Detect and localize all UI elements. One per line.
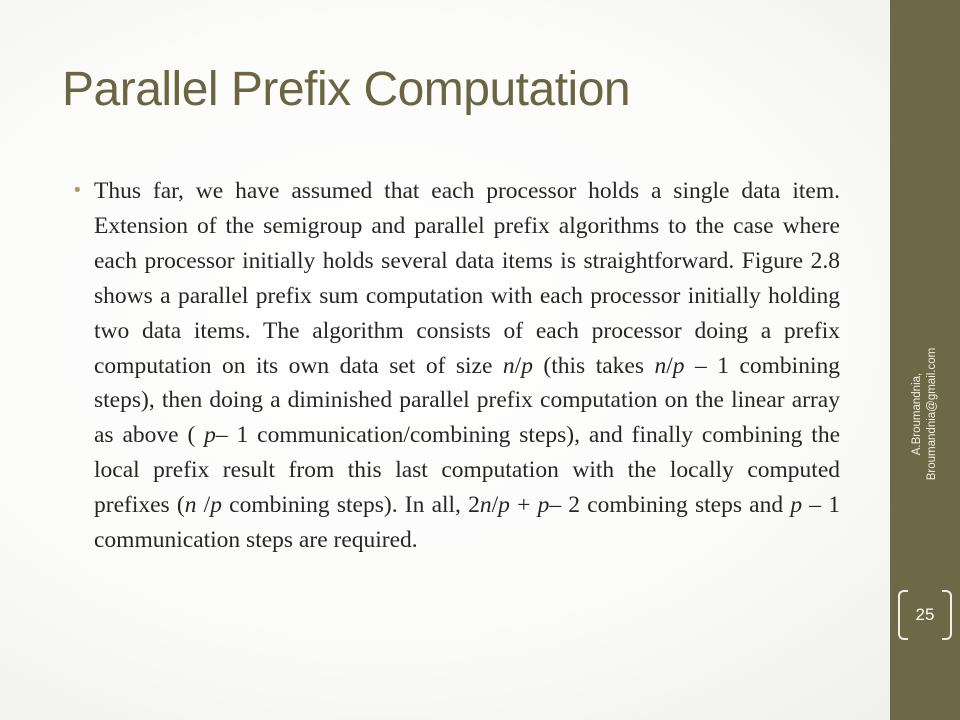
math-variable: p [204, 422, 216, 449]
author-name: A.Broumandnia, [911, 372, 923, 456]
text-run: – 2 combining steps and [549, 492, 791, 519]
slide-title: Parallel Prefix Computation [62, 63, 631, 116]
math-variable: p [672, 352, 685, 379]
bullet-text [94, 174, 840, 558]
bullet-item [74, 174, 840, 558]
text-run: / [491, 492, 499, 519]
page-number-box [898, 590, 952, 638]
text-run: – 1 combining steps), then doing a diminished parallel prefix computation on the linear array as above ( [94, 352, 840, 449]
math-variable: p [521, 352, 533, 379]
text-run: / [666, 352, 673, 379]
text-run: – 1 communication steps are required. [94, 492, 840, 554]
math-variable: p [210, 492, 222, 519]
slide-body [74, 174, 840, 558]
text-run: / [514, 352, 522, 379]
text-run: (this takes [532, 352, 655, 379]
author-email: Broumandnia@gmail.com [926, 347, 938, 481]
text-run: combining steps). In all, 2 [221, 492, 480, 519]
text-run: Thus far, we have assumed that each processor holds a single data item. Extension of the semigroup and parallel prefix algorithms to the case where each processor initially holds several data items is straightforward. Figure 2.8 shows a parallel prefix sum computation with each processor initially holding two data items. The algorithm consists of each processor doing a prefix computation on its own data set of size [94, 178, 840, 379]
text-run: + [509, 492, 538, 519]
math-variable: p [790, 492, 803, 519]
page-number: 25 [915, 605, 935, 624]
author-credit-text [910, 348, 940, 480]
text-run: / [196, 492, 211, 519]
math-variable: p [537, 492, 550, 519]
math-variable: n [479, 492, 492, 519]
math-variable: n [184, 492, 197, 519]
math-variable: n [654, 352, 667, 379]
bullet-icon: • [74, 180, 81, 201]
math-variable: n [502, 352, 515, 379]
math-variable: p [498, 492, 510, 519]
text-run: – 1 communication/combining steps), and finally combining the local prefix result from this last computation with the locally computed prefixes ( [94, 422, 840, 519]
